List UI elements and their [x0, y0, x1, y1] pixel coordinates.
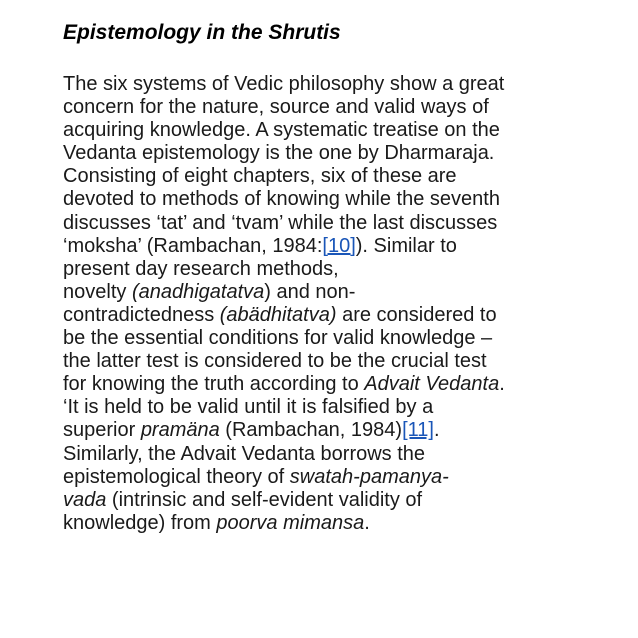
text-line	[63, 489, 593, 512]
text-line	[63, 188, 593, 211]
text-segment: for knowing the truth according to	[63, 373, 365, 396]
text-line	[63, 96, 593, 119]
italic-term: (anadhigatatva	[131, 280, 265, 303]
italic-term: Advait Vedanta	[364, 373, 500, 396]
citation-link[interactable]: [11]	[402, 419, 434, 442]
text-line	[63, 258, 593, 281]
text-segment: ‘moksha’ (Rambachan, 1984:	[63, 234, 323, 257]
text-segment: Vedanta epistemology is the one by Dharmaraja.	[63, 142, 495, 165]
text-line	[63, 142, 593, 165]
text-segment: ). Similar to	[355, 234, 457, 257]
text-segment: superior	[63, 419, 141, 442]
text-segment: the latter test is considered to be the crucial test	[63, 350, 487, 373]
italic-term: (abädhitatva)	[219, 303, 337, 326]
text-line	[63, 235, 593, 258]
text-line	[63, 419, 593, 442]
italic-term: pramäna	[140, 419, 220, 442]
text-line	[63, 466, 593, 489]
text-line	[63, 281, 593, 304]
text-line	[63, 119, 593, 142]
italic-term: poorva mimansa	[216, 511, 365, 534]
text-segment: present day research methods,	[63, 257, 339, 280]
text-segment: knowledge) from	[63, 511, 217, 534]
italic-term: swatah-pamanya-	[289, 465, 449, 488]
body-paragraph	[63, 73, 593, 535]
text-line	[63, 165, 593, 188]
citation-link[interactable]: [10]	[322, 234, 356, 257]
text-segment: ‘It is held to be valid until it is falsified by a	[63, 396, 434, 419]
text-line	[63, 327, 593, 350]
italic-term: vada	[63, 488, 107, 511]
text-segment: contradictedness	[63, 303, 220, 326]
text-line	[63, 212, 593, 235]
text-segment: be the essential conditions for valid knowledge –	[63, 327, 493, 350]
text-segment: .	[499, 373, 505, 396]
text-line	[63, 512, 593, 535]
text-line	[63, 396, 593, 419]
text-segment: .	[433, 419, 440, 442]
text-line	[63, 373, 593, 396]
text-segment: The six systems of Vedic philosophy show a great	[63, 73, 505, 95]
text-segment: acquiring knowledge. A systematic treatise on the	[63, 119, 500, 142]
text-segment: are considered to	[336, 303, 497, 326]
text-segment: ) and non-	[264, 280, 356, 303]
text-segment: novelty	[63, 280, 132, 303]
text-segment: Consisting of eight chapters, six of these are	[63, 165, 457, 188]
text-segment: discusses ‘tat’ and ‘tvam’ while the last discusses	[63, 211, 498, 234]
text-line	[63, 443, 593, 466]
text-line	[63, 350, 593, 373]
text-line	[63, 73, 593, 96]
text-segment: concern for the nature, source and valid ways of	[63, 96, 489, 119]
text-segment: Similarly, the Advait Vedanta borrows the	[63, 442, 426, 465]
page-title: Epistemology in the Shrutis	[63, 21, 341, 44]
text-segment: .	[364, 511, 370, 534]
text-segment: (Rambachan, 1984)	[219, 419, 403, 442]
text-segment: epistemological theory of	[63, 465, 290, 488]
text-segment: (intrinsic and self-evident validity of	[106, 488, 423, 511]
text-line	[63, 304, 593, 327]
text-segment: devoted to methods of knowing while the seventh	[63, 188, 500, 211]
